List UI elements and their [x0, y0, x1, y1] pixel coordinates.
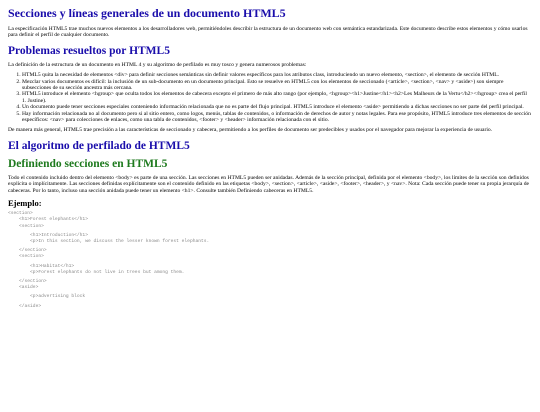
- code-line: <h1>Forest elephants</h1>: [8, 217, 88, 223]
- code-line: <p>In this section, we discuss the lesser known forest elephants.: [8, 238, 210, 244]
- intro-paragraph: La especificación HTML5 trae muchos nuevos elementos a los desarrolladores web, permitiéndoles describir la estructura de un documento web con semántica estandarizada. Este documento describe estos elementos y cómo usarlos para definir el perfil de cualquier documento.: [8, 26, 528, 39]
- list-item: 4. Un documento puede tener secciones especiales conteniendo información relacionada que no es parte del flujo principal. HTML5 introduce el elemento <aside> permitiendo a dichas secciones no ser parte del perfil principal.: [22, 104, 532, 110]
- algorithm-body: Todo el contenido incluido dentro del elemento <body> es parte de una sección. Las secciones en HTML5 pueden ser anidadas. Además de la sección principal, definida por el elemento <body>, los límites de la sección son definidos explícita o implícitamente. Las secciones definidas explícitamente son el contenido definido en las etiquetas <body>, <section>, <article>, <aside>, <footer>, <header>, y <nav>. Nota: Cada sección puede tener su propia jerarquía de cabeceras. Por lo tanto, incluso una sección anidada puede tener un elemento <h1>. Consulte también Definiendo cabeceras en HTML5.: [8, 174, 530, 194]
- code-line: <section>: [8, 211, 33, 217]
- example-heading: Ejemplo:: [8, 198, 42, 209]
- problems-heading: Problemas resueltos por HTML5: [8, 44, 170, 57]
- algorithm-heading: El algoritmo de perfilado de HTML5: [8, 139, 190, 152]
- problems-lead: La definición de la estructura de un documento en HTML 4 y su algoritmo de perfilado es muy tosco y genera numerosos problemas:: [8, 61, 307, 68]
- code-line: </aside>: [8, 303, 42, 309]
- code-line: <h1>Habitat</h1>: [8, 263, 75, 269]
- problems-list: [8, 72, 532, 123]
- code-line: <h1>Introduction</h1>: [8, 232, 88, 238]
- defining-sections-heading: Definiendo secciones en HTML5: [8, 157, 168, 170]
- list-item: 5. Hay información relacionada no al documento pero si al sitio entero, como logos, menús, tablas de contenidos, o información de derechos de autor y notas legales. Para ese propósito, HTML5 introduce tres elementos de sección específicos: <nav> para colecciones de enlaces, como una tabla de contenidos, <footer> y <header> información relacionada con el sitio.: [22, 111, 532, 124]
- code-line: <aside>: [8, 285, 39, 291]
- list-item: 1. HTML5 quita la necesidad de elementos <div> para definir secciones semánticas sin definir valores específicos para los atributos class, introduciendo un nuevo elemento, <section>, el elemento de sección HTML.: [22, 72, 532, 78]
- page-title: Secciones y líneas generales de un documento HTML5: [8, 6, 286, 20]
- list-item: 3. HTML5 introduce el elemento <hgroup> que oculta todos los elementos de cabecera excepto el primero de más alto rango (por ejemplo, <hgroup><h1>Justine</h1><h2>Les Malheurs de la Vertu</h2></hgroup> crea el perfil 1. Justine).: [22, 91, 532, 104]
- code-line: <section>: [8, 254, 44, 260]
- code-line: <section>: [8, 223, 44, 229]
- code-line: </section>: [8, 278, 47, 284]
- code-line: </section>: [8, 248, 47, 254]
- list-item: 2. Mezclar varios documentos es difícil: la inclusión de un sub-documento en un documento principal. Esto se resuelve en HTML5 con los elementos de seccionado (<article>, <section>, <nav> y <aside>) son siempre subsecciones de su sección ancestra más cercana.: [22, 79, 532, 92]
- code-line: <p>advertising block: [8, 294, 86, 300]
- code-line: <p>Forest elephants do not live in trees but among them.: [8, 269, 185, 275]
- code-example: [8, 211, 532, 310]
- problems-summary: De manera más general, HTML5 trae precisión a las características de seccionado y cabecera, permitiendo a los perfiles de documento ser predecibles y usados por el navegador para mejorar la experiencia de usuario.: [8, 127, 493, 134]
- document-page: [0, 7, 540, 310]
